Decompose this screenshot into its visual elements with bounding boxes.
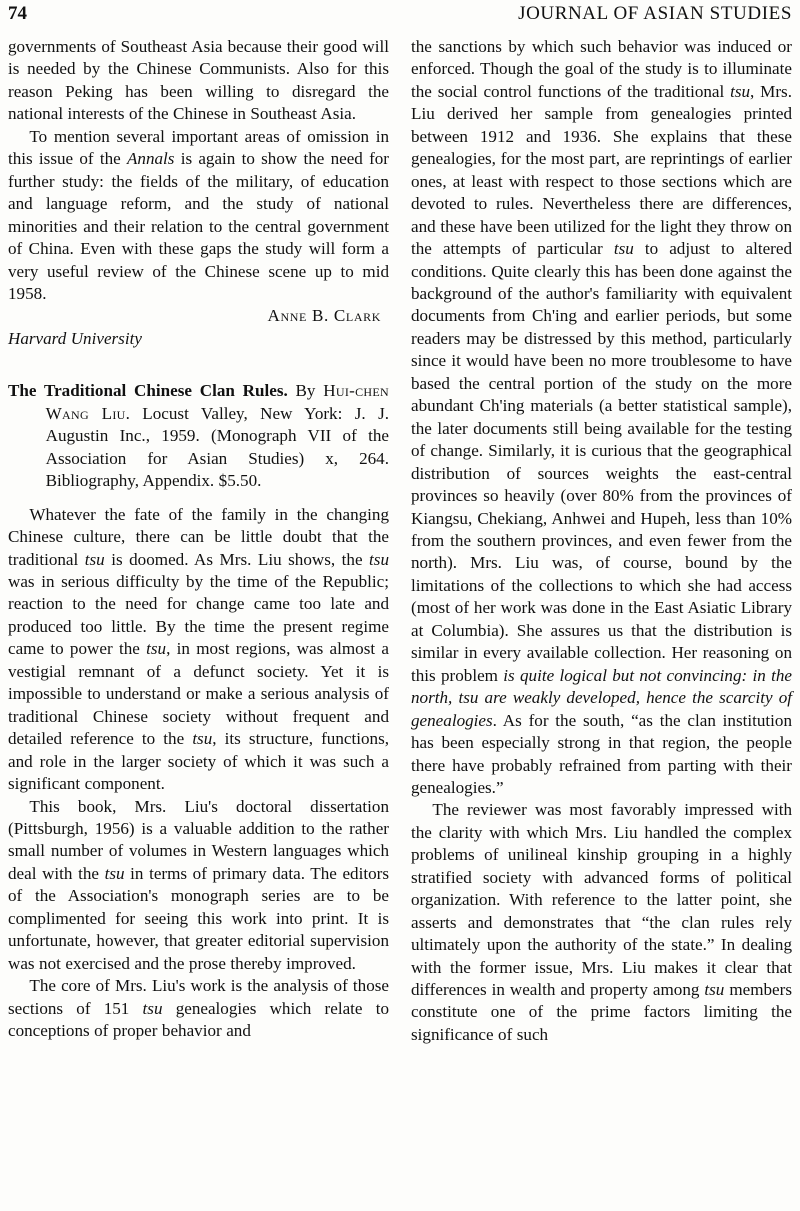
p2-part-a: This book, Mrs. Liu's doctoral dissertation (Pittsburgh, 1956) is a valuable addition to the rather small number of volumes in Western languages which deal with the — [8, 796, 389, 883]
italic-tsu: tsu — [142, 998, 163, 1018]
right-column — [411, 36, 792, 1211]
heading-spacer — [8, 493, 389, 504]
reviewer-signature: Anne B. Clark — [267, 306, 381, 326]
paragraph-omissions — [8, 126, 389, 306]
review-heading-block — [8, 380, 389, 492]
review-book-title: The Traditional Chinese Clan Rules. — [8, 381, 288, 401]
italic-tsu: tsu — [704, 980, 725, 1000]
paragraph-text: governments of Southeast Asia because their good will is needed by the Chinese Communists. Also for this reason Peking has been willing to disregard the national interests of the Chinese in Southeast Asia. — [8, 37, 389, 124]
italic-tsu: tsu — [146, 639, 167, 659]
italic-clause-cont: are weakly developed, hence the scarcity of genealogies — [411, 688, 792, 730]
p1-part-e: , its structure, functions, and role in the larger society of which it was such a significant component. — [8, 729, 390, 794]
running-head — [8, 4, 792, 30]
italic-tsu: tsu — [730, 81, 751, 101]
journal-title: JOURNAL OF ASIAN STUDIES — [518, 3, 792, 24]
italic-tsu: tsu — [369, 549, 389, 569]
paragraph-text-part-a: To mention several important areas of omission in this issue of the — [8, 126, 389, 169]
paragraph-continued — [8, 36, 389, 126]
p1-part-d: , in most regions, was almost a vestigial remnant of a defunct society. Yet it is impossible to understand or make a serious analysis of traditional Chinese society without frequent and detailed reference to the — [8, 639, 389, 749]
review-paragraph-3 — [8, 975, 389, 1042]
paragraph-text-part-b: is again to show the need for further study: the fields of the military, of education and language reform, and the study of national minorities and their relation to the central government of China. Even with these gaps the study will form a very useful review of the Chinese scene up to mid 1958. — [8, 149, 390, 303]
p2-part-b: in terms of primary data. The editors of the Association's monograph series are to be complimented for seeing this work into print. It is unfortunate, however, that greater editorial supervision was not exercised and the prose thereby improved. — [8, 863, 389, 973]
p3-part-a: The core of Mrs. Liu's work is the analysis of those sections of 151 — [8, 976, 389, 1018]
review-by-label: By — [287, 381, 324, 401]
left-column — [8, 36, 389, 1211]
rp1-part-d: . As for the south, “as the clan institution has been especially strong in that region, the people there have probably refrained from parting with their genealogies.” — [411, 710, 792, 797]
italic-tsu: tsu — [458, 688, 479, 708]
italic-tsu: tsu — [613, 239, 634, 259]
review-paragraph-2 — [8, 796, 389, 976]
reviewer-affiliation: Harvard University — [8, 328, 142, 348]
rp2-part-b: members constitute one of the prime factors limiting the significance of such — [411, 980, 792, 1044]
body-columns — [8, 36, 792, 1211]
review-paragraph-1 — [8, 504, 389, 796]
page-number: 74 — [8, 3, 27, 24]
italic-tsu: tsu — [84, 549, 105, 569]
review-imprint: . Locust Valley, New York: J. J. Augustin Inc., 1959. (Monograph VII of the Association for Asian Studies) x, 264. Bibliography, Appendix. $5.50. — [45, 403, 389, 491]
section-spacer — [8, 350, 389, 380]
right-paragraph-1 — [411, 36, 792, 799]
rp1-part-c: to adjust to altered conditions. Quite clearly this has been done against the background of the author's familiarity with equivalent documents from Ch'ing and earlier periods, but some readers may be distressed by this method, particularly since it would have been no more troublesome to have based the central portion of the study on the more abundant Ch'ing materials (a better statistical sample), the later documents still being available for the testing of change. Similarly, it is curious that the geographical distribution of sources weights the east-central provinces so heavily (over 80% from the provinces of Kiangsu, Chekiang, Anhwei and Hupeh, less than 10% from the southern provinces, and even fewer from the north). Mrs. Liu was, of course, bound by the limitations of the collections to which she had access (most of her work was done in the East Asiatic Library at Columbia). She assures us that the distribution is similar in every available collection. Her reasoning on this problem — [411, 239, 792, 685]
italic-annals: Annals — [126, 149, 175, 169]
rp1-part-a: the sanctions by which such behavior was induced or enforced. Though the goal of the study is to illuminate the social control functions of the traditional — [411, 37, 792, 101]
italic-tsu: tsu — [104, 863, 125, 883]
rp2-part-a: The reviewer was most favorably impressed with the clarity with which Mrs. Liu handled the complex problems of unilineal kinship grouping in a highly stratified society with advanced forms of political organization. With reference to the latter point, she asserts and demonstrates that “the clan rules rely ultimately upon the authority of the state.” In dealing with the former issue, Mrs. Liu makes it clear that differences in wealth and property among — [411, 800, 792, 1000]
p1-part-b: is doomed. As Mrs. Liu shows, the — [104, 549, 370, 569]
italic-clause: is quite logical but not convincing: in the north, — [411, 665, 792, 708]
rp1-part-b: , Mrs. Liu derived her sample from genealogies printed between 1912 and 1936. She explains that these genealogies, for the most part, are reprintings of earlier ones, at least with respect to those sections which are devoted to rules. Nevertheless there are differences, and these have been utilized for the light they throw on the attempts of particular — [411, 81, 792, 259]
p1-part-a: Whatever the fate of the family in the changing Chinese culture, there can be little doubt that the traditional — [8, 504, 389, 569]
italic-tsu: tsu — [192, 729, 213, 749]
review-author: Hui-chen Wang Liu — [45, 381, 389, 423]
p1-part-c: was in serious difficulty by the time of the Republic; reaction to the need for change came too late and produced too little. By the time the present regime came to power the — [8, 571, 389, 659]
p3-part-b: genealogies which relate to conceptions of proper behavior and — [8, 998, 389, 1041]
review-heading — [8, 380, 389, 492]
right-paragraph-2 — [411, 799, 792, 1046]
